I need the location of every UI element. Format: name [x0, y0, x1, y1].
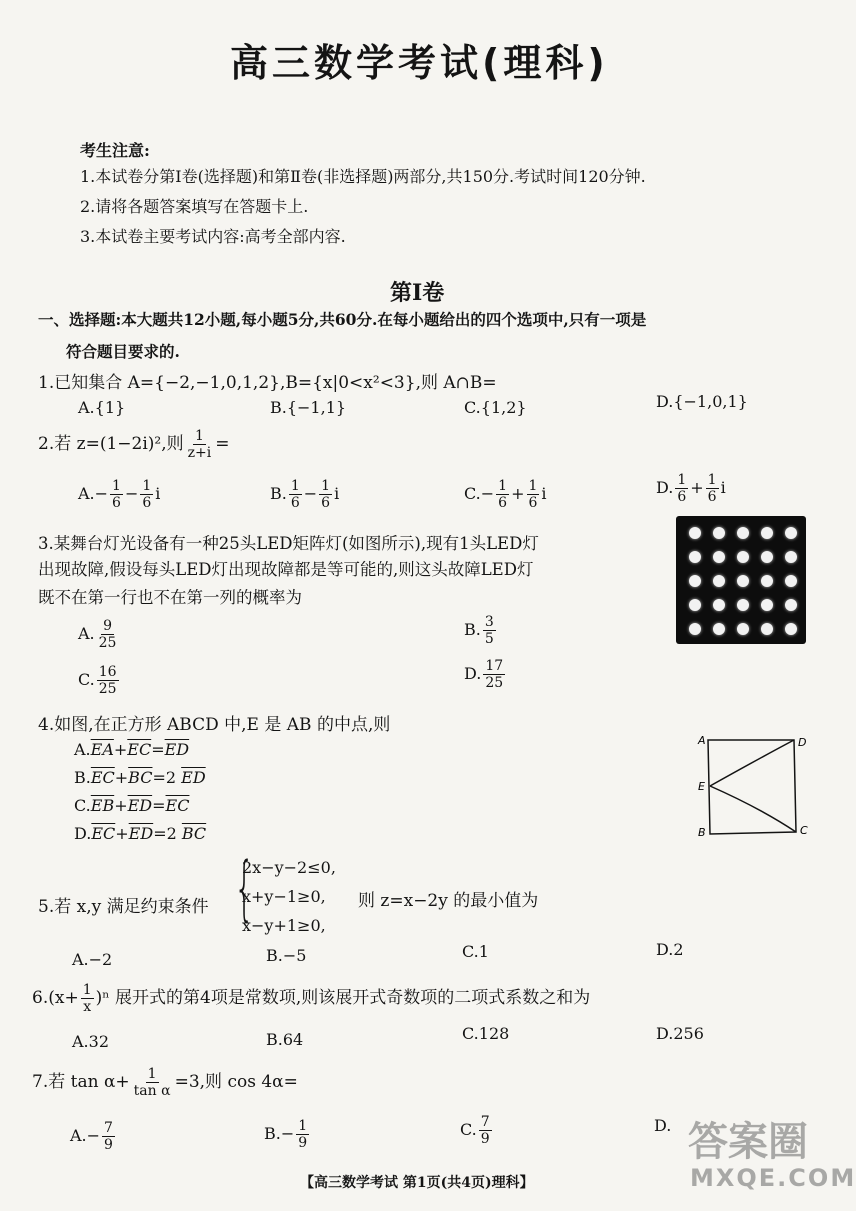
q2-option-c: C.− $\frac{1}{6}$ + $\frac{1}{6}$ i	[464, 478, 547, 511]
q1-option-a: A.{1}	[78, 398, 126, 417]
question-6-stem: 6.(x+ $\frac{1}{x}$ )ⁿ 展开式的第4项是常数项,则该展开式奇数项的二项式系数之和为	[32, 982, 591, 1015]
led-dot	[737, 551, 749, 563]
q5-option-d: D.2	[656, 940, 684, 959]
led-dot	[689, 623, 701, 635]
constraint-1: 2x−y−2≤0,	[242, 858, 336, 877]
led-dot	[713, 527, 725, 539]
led-dot	[785, 527, 797, 539]
led-dot	[737, 575, 749, 587]
question-3-stem-cont: 出现故障,假设每头LED灯出现故障都是等可能的,则这头故障LED灯	[38, 560, 534, 579]
led-dot	[737, 527, 749, 539]
question-2-stem: 2.若 z=(1−2i)²,则 $\frac{1}{z+i}$ =	[38, 428, 230, 461]
notice-item: 2.请将各题答案填写在答题卡上.	[80, 197, 309, 216]
led-dot	[713, 623, 725, 635]
led-dot	[761, 575, 773, 587]
square-abcd-figure	[690, 728, 820, 844]
q2-option-a: A.− $\frac{1}{6}$ − $\frac{1}{6}$ i	[78, 478, 161, 511]
q7-option-c: C. $\frac{7}{9}$	[460, 1114, 490, 1147]
q1-option-c: C.{1,2}	[464, 398, 527, 417]
led-dot	[713, 575, 725, 587]
question-7-stem: 7.若 tan α+ $\frac{1}{\text{tan α}}$ =3,则 cos 4α=	[32, 1066, 298, 1099]
label-b: B	[698, 826, 706, 839]
q6-option-c: C.128	[462, 1024, 510, 1043]
led-dot	[761, 527, 773, 539]
led-dot	[785, 551, 797, 563]
question-3-stem: 3.某舞台灯光设备有一种25头LED矩阵灯(如图所示),现有1头LED灯	[38, 534, 539, 553]
q1-option-b: B.{−1,1}	[270, 398, 347, 417]
led-dot	[761, 623, 773, 635]
q3-option-d: D. $\frac{17}{25}$	[464, 658, 504, 691]
page-title: 高三数学考试(理科)	[230, 41, 609, 85]
question-1-stem: 1.已知集合 A={−2,−1,0,1,2},B={x|0<x²<3},则 A∩B=	[38, 373, 497, 393]
q4-option-c: $C.\overline{EB}+\overline{ED}=\overline{EC}$	[74, 796, 190, 815]
question-5-stem-suffix: 则 z=x−2y 的最小值为	[358, 891, 539, 911]
led-dot	[689, 599, 701, 611]
led-dot	[761, 551, 773, 563]
led-dot	[737, 623, 749, 635]
led-dot	[785, 623, 797, 635]
label-a: A	[698, 734, 706, 747]
q1-option-d: D.{−1,0,1}	[656, 392, 748, 411]
q7-option-b: B.− $\frac{1}{9}$	[264, 1118, 308, 1151]
left-brace: {	[234, 847, 255, 929]
notice-heading: 考生注意:	[80, 141, 150, 160]
question-3-stem-cont: 既不在第一行也不在第一列的概率为	[38, 588, 302, 607]
q6-option-a: A.32	[72, 1032, 109, 1051]
q7-option-d: D.	[654, 1116, 672, 1135]
q3-option-b: B. $\frac{3}{5}$	[464, 614, 494, 647]
q5-option-a: A.−2	[72, 950, 113, 969]
q6-option-d: D.256	[656, 1024, 704, 1043]
label-d: D	[798, 736, 807, 749]
notice-item: 1.本试卷分第Ⅰ卷(选择题)和第Ⅱ卷(非选择题)两部分,共150分.考试时间120分钟.	[80, 167, 646, 186]
q4-option-d: $D.\overline{EC}+\overline{ED}=2$ $\overline{BC}$	[74, 824, 207, 843]
q3-option-a: A. $\frac{9}{25}$	[78, 618, 117, 651]
q2-option-b: B. $\frac{1}{6}$ − $\frac{1}{6}$ i	[270, 478, 340, 511]
question-4-stem: 4.如图,在正方形 ABCD 中,E 是 AB 的中点,则	[38, 715, 391, 735]
page-footer: 【高三数学考试 第1页(共4页)理科】	[300, 1175, 534, 1191]
watermark-url: MXQE.COM	[690, 1164, 856, 1192]
q4-option-b: $B.\overline{EC}+\overline{BC}=2$ $\overline{ED}$	[74, 768, 206, 787]
q4-option-a: $A.\overline{EA}+\overline{EC}=\overline{ED}$	[74, 740, 190, 759]
q5-option-b: B.−5	[266, 946, 307, 965]
led-dot	[713, 599, 725, 611]
section-title: 第Ⅰ卷	[390, 280, 445, 306]
section-instruction: 一、选择题:本大题共12小题,每小题5分,共60分.在每小题给出的四个选项中,只有一项是	[38, 310, 647, 329]
q2-option-d: D. $\frac{1}{6}$ + $\frac{1}{6}$ i	[656, 472, 726, 505]
label-c: C	[800, 824, 808, 837]
q7-option-a: A.− $\frac{7}{9}$	[70, 1120, 113, 1153]
led-dot	[713, 551, 725, 563]
led-dot	[761, 599, 773, 611]
led-dot	[689, 527, 701, 539]
section-instruction-cont: 符合题目要求的.	[66, 342, 180, 361]
q5-option-c: C.1	[462, 942, 489, 961]
led-matrix-figure	[676, 516, 806, 644]
watermark-logo: 答案圈	[688, 1119, 808, 1165]
notice-item: 3.本试卷主要考试内容:高考全部内容.	[80, 227, 346, 246]
led-dot	[785, 575, 797, 587]
led-dot	[785, 599, 797, 611]
constraint-2: x+y−1≥0,	[242, 887, 326, 906]
q6-option-b: B.64	[266, 1030, 304, 1049]
led-dot	[689, 575, 701, 587]
label-e: E	[698, 780, 705, 793]
question-5-stem-prefix: 5.若 x,y 满足约束条件	[38, 897, 209, 917]
led-dot	[689, 551, 701, 563]
led-dot	[737, 599, 749, 611]
q3-option-c: C. $\frac{16}{25}$	[78, 664, 117, 697]
constraint-3: x−y+1≥0,	[242, 916, 326, 935]
